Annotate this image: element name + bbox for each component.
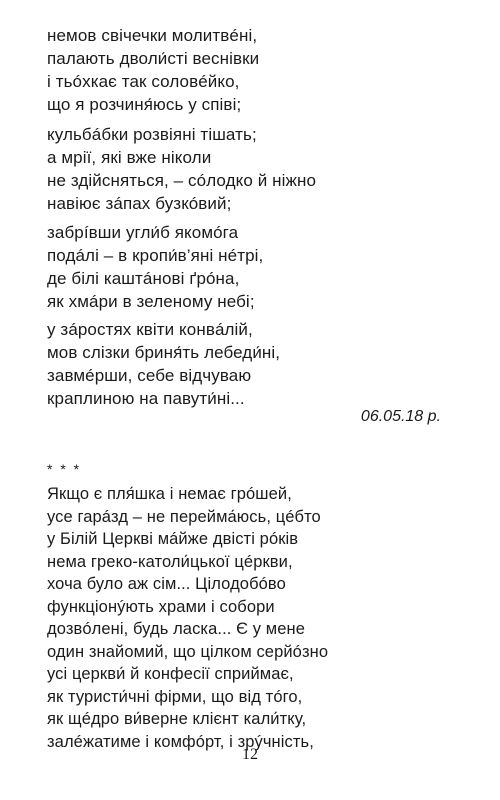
poem-line: що я розчиня́юсь у співі;: [47, 95, 242, 114]
poem-line: мов слізки бриня́ть лебеди́ні,: [47, 343, 281, 362]
poem-stanza-2: [47, 123, 467, 215]
poem-line: хоча було аж сім... Цілодобóво: [47, 575, 286, 593]
poem-line: у зáростях квіти конвáлій,: [47, 320, 253, 339]
poem-line: палають дволи́сті веснівки: [47, 49, 260, 68]
poem-stanza-3: [47, 221, 467, 313]
poem-line: усе гарáзд – не перейма́юсь, цéбто: [47, 507, 321, 526]
page-number: 12: [242, 746, 258, 763]
poem-line: функціонýють храми і собори: [47, 597, 275, 616]
poem-line: кульбáбки розвіяні тішать;: [47, 125, 257, 144]
section-separator: * * *: [47, 461, 82, 477]
poem-line: немов свічечки молитвéні,: [47, 26, 258, 45]
poem-line: і тьóхкає так соловéйко,: [47, 72, 240, 91]
poem-line: дозвóлені, будь ласка... Є у мене: [47, 620, 306, 638]
poem-line: забрíвши угли́б якомóга: [47, 223, 239, 242]
poem-line: де білі каштáнові ґрóна,: [47, 269, 240, 288]
poem-line: усі церкви́ й конфесії сприймає,: [47, 665, 294, 683]
poem-line: як щéдро ви́верне клієнт кали́тку,: [47, 710, 307, 728]
poem-line: не здійсняться, – сóлодко й ніжно: [47, 171, 317, 190]
poem-line: завмéрши, себе відчуваю: [47, 366, 252, 385]
poem-line: навіює зáпах бузкóвий;: [47, 194, 232, 213]
poem-line: нема греко-католи́цької цéркви,: [47, 552, 293, 571]
poem-line: у Білій Церкві мáйже двісті рóків: [47, 530, 299, 548]
poem-line: а мрії, які вже ніколи: [47, 148, 212, 167]
poem-date: 06.05.18 р.: [360, 408, 441, 425]
poem-line: подáлі – в кропи́в’яні нéтрі,: [47, 246, 264, 265]
poem-2-text: [47, 483, 467, 753]
poem-line: як туристи́чні фірми, що від тóго,: [47, 687, 303, 706]
poem-line: один знайомий, що цілком серйóзно: [47, 642, 329, 661]
poem-line: як хмáри в зеленому небі;: [47, 292, 255, 311]
poem-line: Якщо є пля́шка і немає грóшей,: [47, 485, 292, 503]
poem-line: краплиною на павути́ні...: [47, 389, 245, 408]
poem-stanza-1: [47, 24, 467, 116]
poem-line: залéжатиме і комфóрт, і зрýчність,: [47, 732, 314, 751]
poem-stanza-4: [47, 318, 467, 410]
